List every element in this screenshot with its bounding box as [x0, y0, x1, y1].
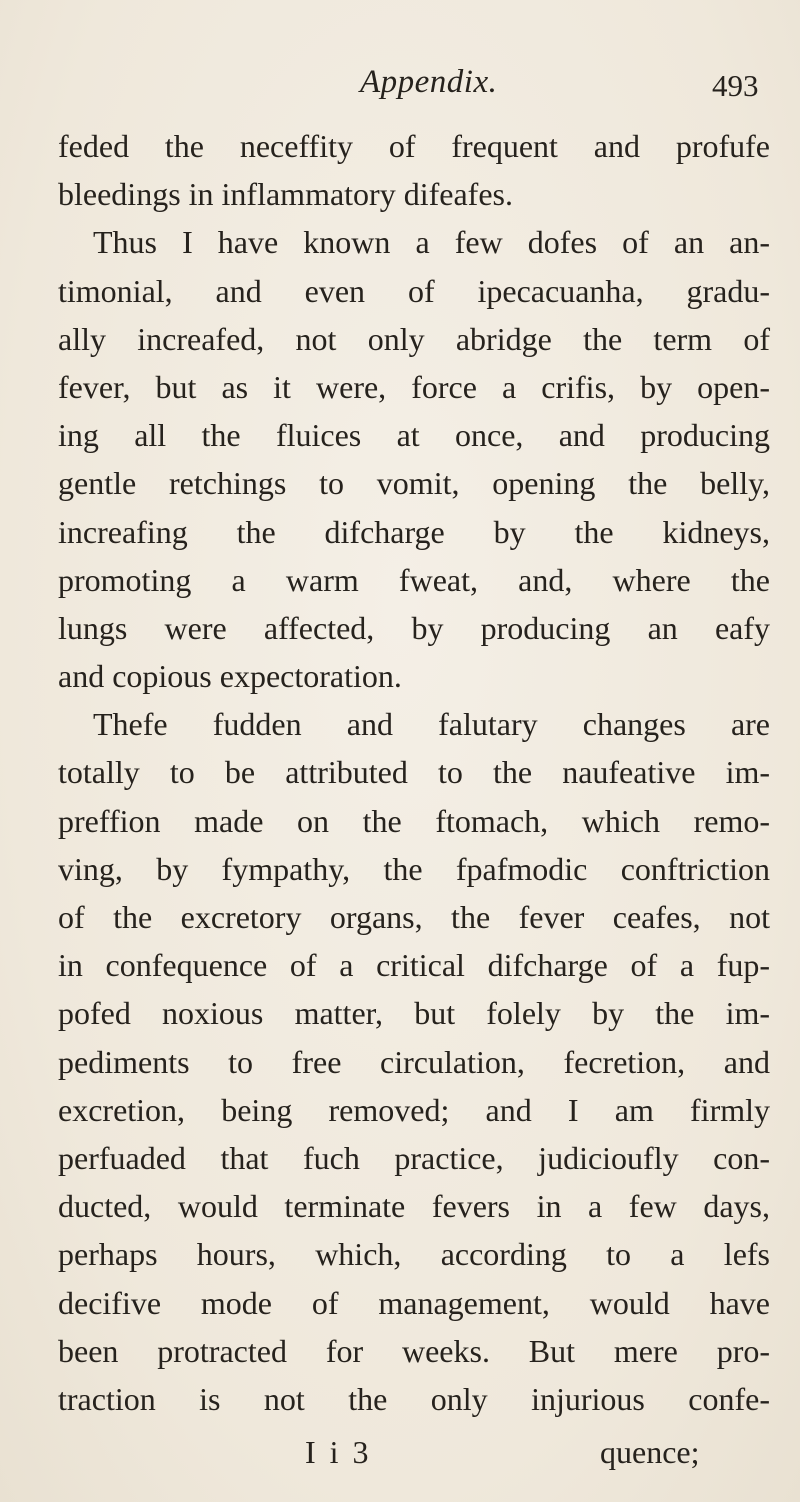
text-line: lungs were affected, by producing an eafy — [58, 609, 770, 646]
catchword: quence; — [600, 1434, 700, 1470]
text-line: fever, but as it were, force a crifis, by open- — [58, 368, 770, 405]
text-line: increafing the difcharge by the kidneys, — [58, 513, 770, 550]
text-line: timonial, and even of ipecacuanha, gradu- — [58, 272, 770, 309]
text-line: traction is not the only injurious confe- — [58, 1380, 770, 1417]
text-line: bleedings in inflammatory difeafes. — [58, 176, 513, 213]
page-number: 493 — [712, 68, 759, 103]
text-line: been protracted for weeks. But mere pro- — [58, 1332, 770, 1369]
text-line: decifive mode of management, would have — [58, 1284, 770, 1321]
text-line: excretion, being removed; and I am firmly — [58, 1091, 770, 1128]
text-line: Thefe fudden and falutary changes are — [93, 706, 770, 743]
text-line: Thus I have known a few dofes of an an- — [93, 224, 770, 261]
text-line: pofed noxious matter, but folely by the im- — [58, 995, 770, 1032]
running-head: Appendix. — [360, 64, 498, 100]
text-line: perfuaded that fuch practice, judicioufly con- — [58, 1139, 770, 1176]
page-header — [0, 64, 800, 114]
text-line: ing all the fluices at once, and producing — [58, 417, 770, 454]
text-line: totally to be attributed to the naufeative im- — [58, 754, 770, 791]
text-line: promoting a warm fweat, and, where the — [58, 561, 770, 598]
text-line: ving, by fympathy, the fpafmodic conftriction — [58, 850, 770, 887]
text-line: feded the neceffity of frequent and profufe — [58, 128, 770, 164]
text-line: perhaps hours, which, according to a lefs — [58, 1236, 770, 1273]
text-line: ally increafed, not only abridge the term of — [58, 320, 770, 357]
signature-mark: I i 3 — [305, 1434, 372, 1470]
page-footer — [0, 1434, 800, 1484]
body-text — [58, 122, 770, 1423]
text-line: ducted, would terminate fevers in a few days, — [58, 1188, 770, 1225]
text-line: preffion made on the ftomach, which remo- — [58, 802, 770, 839]
text-line: and copious expectoration. — [58, 658, 402, 695]
text-line: of the excretory organs, the fever ceafes, not — [58, 899, 770, 935]
text-line: gentle retchings to vomit, opening the belly, — [58, 465, 770, 502]
text-line: pediments to free circulation, fecretion, and — [58, 1043, 770, 1080]
text-line: in confequence of a critical difcharge of a fup- — [58, 947, 770, 984]
